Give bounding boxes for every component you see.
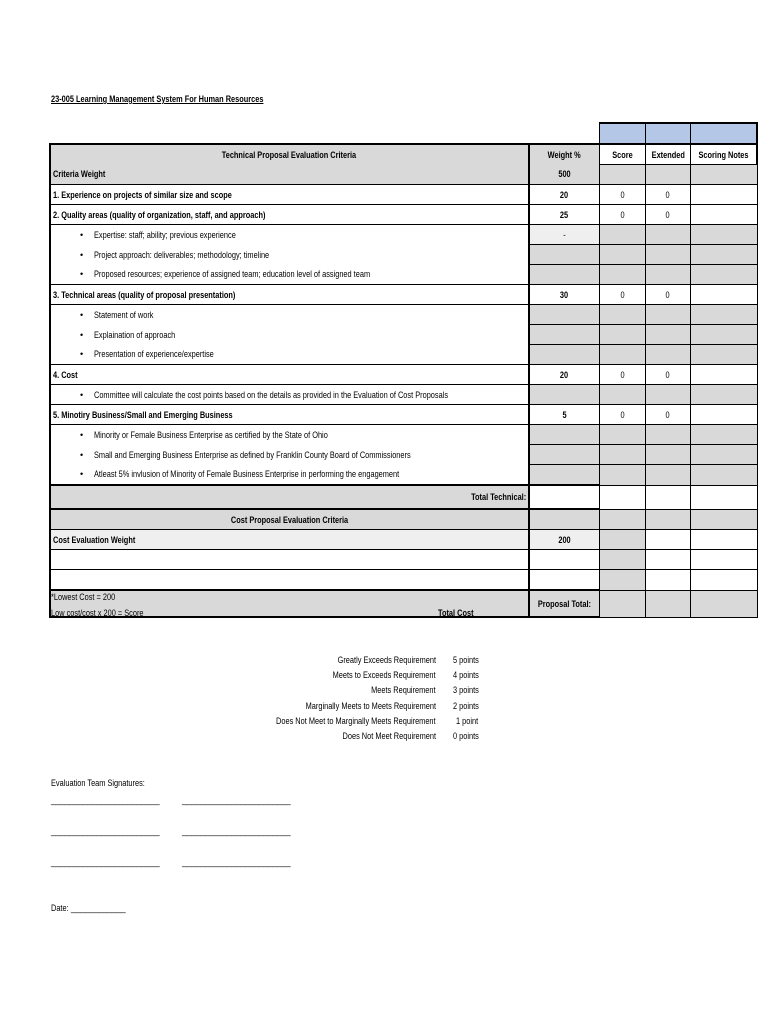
criteria-weight-value: 500 [529,165,599,185]
weight-cell: 5 [529,405,599,425]
criterion-minority-business: 5. Minotiry Business/Small and Emerging Business [50,405,529,425]
score-cell[interactable]: 0 [599,185,645,205]
sub-criterion: • Project approach: deliverables; methodology; timeline [50,245,529,265]
extended-header-fill [645,123,691,144]
sub-criterion: • Minority or Female Business Enterprise as certified by the State of Ohio [50,425,529,445]
signature-line[interactable]: ________________________ [51,826,160,836]
date-line[interactable]: ____________ [71,903,126,913]
signature-line[interactable]: ________________________ [51,795,160,805]
sub-criterion: • Committee will calculate the cost points based on the details as provided in the Evaluation of Cost Proposals [50,385,529,405]
extended-cell: 0 [645,205,691,225]
evaluation-table [49,122,758,618]
criterion-cost: 4. Cost [50,365,529,385]
scale-label: Meets to Exceeds Requirement [333,670,436,680]
scale-points: 4 points [453,670,479,680]
proposal-total-extended [645,590,691,617]
scale-points: 2 points [453,701,479,711]
criterion-technical: 3. Technical areas (quality of proposal presentation) [50,285,529,305]
score-column-header: Score [599,144,645,165]
total-cost-label: Total Cost [438,608,474,618]
cost-formula-note: Low cost/cost x 200 = Score [51,608,144,618]
extended-cell: 0 [645,405,691,425]
total-technical-score [599,485,645,509]
signatures-label: Evaluation Team Signatures: [51,778,145,788]
weight-column-header: Weight % [529,144,599,165]
weight-cell: 30 [529,285,599,305]
score-cell[interactable]: 0 [599,405,645,425]
extended-cell: 0 [645,285,691,305]
notes-cell[interactable] [691,405,758,425]
date-field [51,903,129,913]
technical-criteria-header: Technical Proposal Evaluation Criteria [50,144,529,165]
signature-line[interactable]: ________________________ [182,857,291,867]
cost-criteria-header: Cost Proposal Evaluation Criteria [50,509,529,530]
sub-criterion: • Expertise: staff; ability; previous experience [50,225,529,245]
notes-cell[interactable] [691,205,758,225]
weight-cell: - [529,225,599,245]
sub-criterion: • Atleast 5% invlusion of Minority of Female Business Enterprise in performing the engagement [50,465,529,486]
notes-cell[interactable] [691,365,758,385]
notes-header-fill [691,123,758,144]
signature-line[interactable]: ________________________ [182,826,291,836]
total-technical-label: Total Technical: [50,485,529,509]
cost-weight-value: 200 [529,530,599,550]
criterion-experience: 1. Experience on projects of similar size and scope [50,185,529,205]
lowest-cost-note: *Lowest Cost = 200 [51,592,116,602]
scale-label: Greatly Exceeds Requirement [337,655,436,665]
proposal-total-notes [691,590,758,617]
weight-cell: 20 [529,185,599,205]
scale-label: Does Not Meet Requirement [342,731,436,741]
proposal-total-score [599,590,645,617]
score-header-fill [599,123,645,144]
extended-cell: 0 [645,365,691,385]
score-cell[interactable]: 0 [599,365,645,385]
extended-column-header: Extended [645,144,691,165]
weight-cell: 25 [529,205,599,225]
score-cell[interactable]: 0 [599,285,645,305]
sub-criterion: • Statement of work [50,305,529,325]
sub-criterion: • Small and Emerging Business Enterprise as defined by Franklin County Board of Commissioners [50,445,529,465]
scale-points: 1 point [456,716,479,726]
sub-criterion: • Proposed resources; experience of assigned team; education level of assigned team [50,265,529,285]
total-technical-notes [691,485,758,509]
scale-points: 0 points [453,731,479,741]
criteria-weight-label: Criteria Weight [50,165,529,185]
notes-cell[interactable] [691,185,758,205]
scale-label: Marginally Meets to Meets Requirement [305,701,436,711]
date-label: Date: [51,903,69,913]
scoring-notes-column-header: Scoring Notes [691,144,758,165]
criterion-quality: 2. Quality areas (quality of organization, staff, and approach) [50,205,529,225]
signature-line[interactable]: ________________________ [182,795,291,805]
scale-points: 5 points [453,655,479,665]
scale-label: Does Not Meet to Marginally Meets Requirement [276,716,436,726]
scale-points: 3 points [453,685,479,695]
scale-label: Meets Requirement [371,685,436,695]
sub-criterion: • Explaination of approach [50,325,529,345]
score-cell[interactable]: 0 [599,205,645,225]
sub-criterion: • Presentation of experience/expertise [50,345,529,365]
notes-cell[interactable] [691,285,758,305]
signature-line[interactable]: ________________________ [51,857,160,867]
weight-cell: 20 [529,365,599,385]
proposal-total-label: Proposal Total: [529,590,599,617]
document-title: 23-005 Learning Management System For Human Resources [51,94,264,104]
extended-cell: 0 [645,185,691,205]
total-technical-weight [529,485,599,509]
cost-weight-label: Cost Evaluation Weight [50,530,529,550]
total-technical-extended [645,485,691,509]
